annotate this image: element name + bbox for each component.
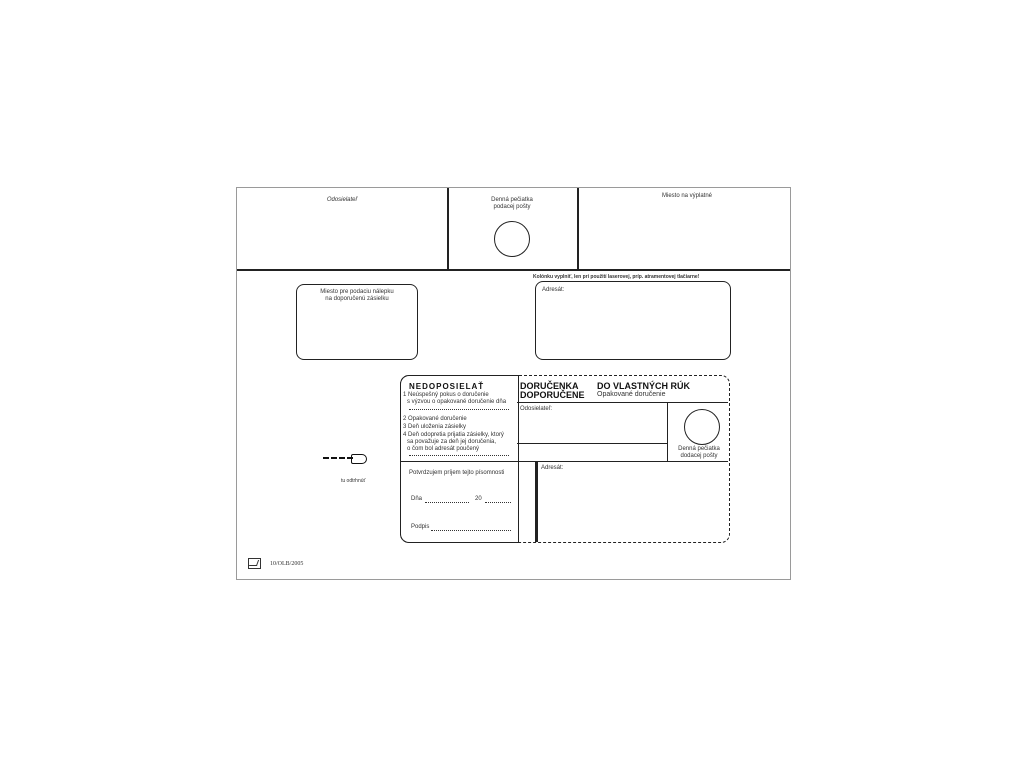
payment-label: Miesto na výplatné xyxy=(661,193,713,199)
addressee-label: Adresát: xyxy=(542,287,565,293)
slip-header-divider xyxy=(517,402,728,403)
posting-stamp-circle xyxy=(494,221,530,257)
item1-line2: s výzvou o opakované doručenie dňa xyxy=(407,399,507,405)
signature-dots xyxy=(431,530,511,531)
item3-label: 3 Deň uloženia zásielky xyxy=(403,424,467,430)
form-code: 10/OLB/2005 xyxy=(270,561,304,567)
slip-mid-divider xyxy=(517,461,728,462)
column-note: Kolónku vyplniť, len pri použití laserovej, príp. atramentovej tlačiarne! xyxy=(533,274,700,280)
day-label: Dňa xyxy=(411,496,423,502)
sticker-label-line2: na doporučenú zásielku xyxy=(325,296,389,302)
item4-line1: 4 Deň odopretia prijatia zásielky, ktorý xyxy=(403,432,504,438)
addressee-box xyxy=(535,281,731,360)
sticker-label-line1: Miesto pre podaciu nálepku xyxy=(320,289,394,295)
item1-line1: 1 Neúspešný pokus o doručenie xyxy=(403,392,489,398)
slip-sender-bottom xyxy=(517,443,668,444)
envelope-form xyxy=(236,187,791,580)
item1-dots xyxy=(409,409,509,410)
slip-sender-label: Odosielateľ: xyxy=(520,406,553,412)
delivery-stamp-line1: Denná pečiatka xyxy=(678,446,720,452)
slip-addressee-label: Adresát: xyxy=(541,465,564,471)
nedoposielat-label: NEDOPOSIELAŤ xyxy=(409,382,485,391)
item2-label: 2 Opakované doručenie xyxy=(403,416,467,422)
top-divider-right xyxy=(577,188,579,270)
year-label: 20 xyxy=(475,496,482,502)
signature-label: Podpis xyxy=(411,524,430,530)
top-divider-horizontal xyxy=(237,269,790,271)
day-dots xyxy=(425,502,469,503)
cut-arrow xyxy=(323,454,373,462)
stamp-label-line1: Denná pečiatka xyxy=(491,197,533,203)
delivery-stamp-circle xyxy=(684,409,720,445)
return-slip xyxy=(400,375,730,543)
item4-line2: sa považuje za deň jej doručenia, xyxy=(407,439,497,445)
item4-line3: o čom bol adresát poučený xyxy=(407,446,480,452)
stamp-label-line2: podacej pošty xyxy=(493,204,531,210)
delivery-stamp-line2: dodacej pošty xyxy=(680,453,718,459)
top-divider-left xyxy=(447,188,449,270)
do-vlastnych-ruk-label: DO VLASTNÝCH RÚK xyxy=(597,381,691,391)
item4-dots xyxy=(409,455,509,456)
confirm-label: Potvrdzujem príjem tejto písomnosti xyxy=(409,470,505,476)
cut-here-label: tu odtrhnúť xyxy=(341,478,366,484)
slip-left-divider xyxy=(401,461,518,462)
logo-icon xyxy=(248,558,261,569)
doporucene-label: DOPORUČENE xyxy=(520,390,585,400)
sender-label: Odosielateľ xyxy=(326,197,358,203)
opakovane-dorucenie-label: Opakované doručenie xyxy=(597,391,666,398)
year-dots xyxy=(485,502,511,503)
slip-bold-bar xyxy=(535,462,538,542)
dorucenka-label: DORUČENKA xyxy=(520,381,579,391)
